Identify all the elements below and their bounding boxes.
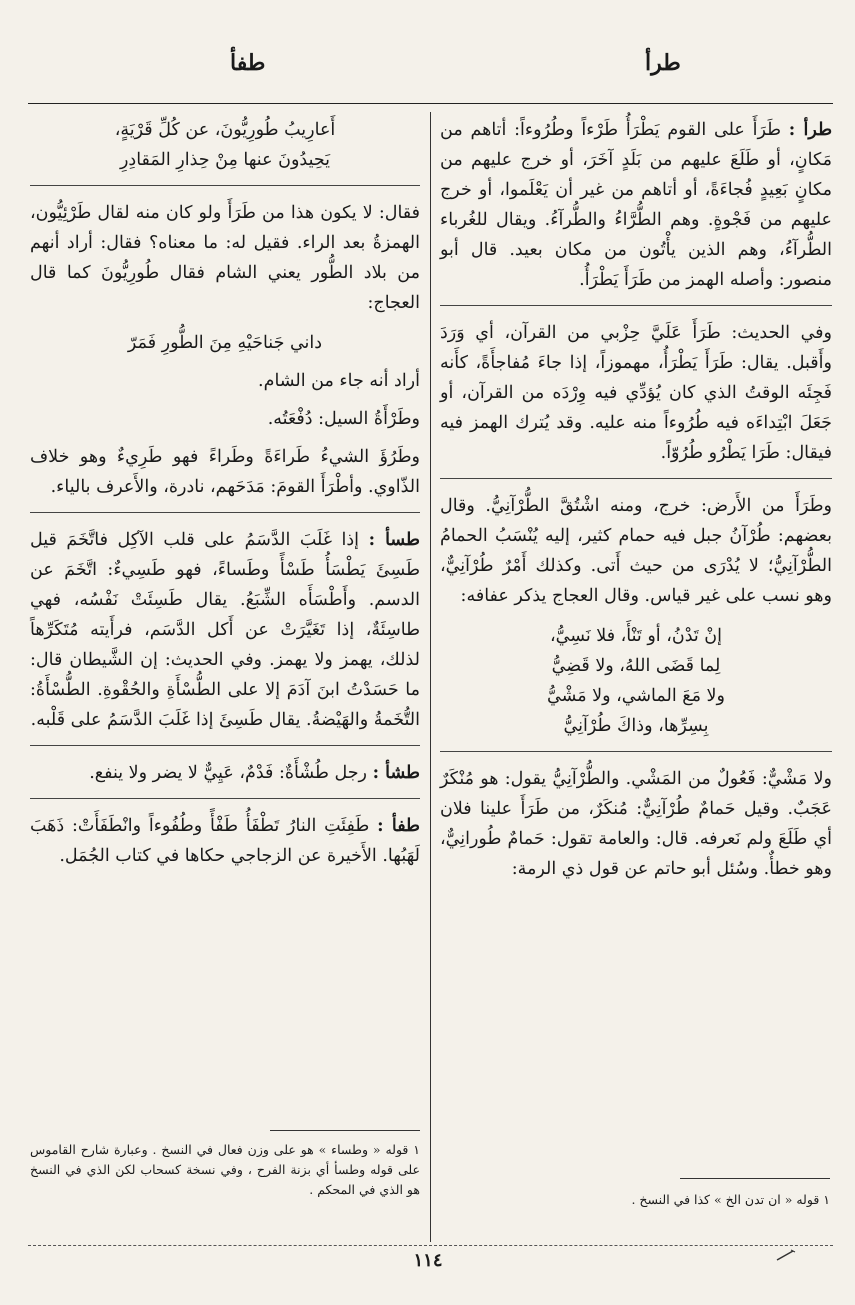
paragraph-separator xyxy=(440,478,832,479)
verse-line: داني جَناحَيْهِ مِنَ الطُّورِ فَمَرّ xyxy=(127,333,323,353)
entry-tafa xyxy=(30,811,420,871)
header-right-word: طرأ xyxy=(645,50,681,76)
verse-line: أَعارِيبُ طُورِيُّونَ، عن كُلِّ قَرْيَةٍ، xyxy=(114,120,336,140)
entry-tasa-body: إذا غَلَبَ الدَّسَمُ على قلب الآكِل فاتَّخَمَ قيل طَسِئَ يَطْسَأُ طَسْأً وطَساءً، فهو طَسِيءٌ: اتَّخَمَ عن الدسم. وأَطْسَأَه الشِّبَعُ. يقال طَسِئَتْ نَفْسُه، فهي طاسِئَةٌ، إذا تَغَيَّرَتْ عن أَكل الدَّسَم، فرأَيته مُتَكَرِّهاً لذلك، يهمز ولا يهمز. وفي الحديث: إن الشَّيطان قال: ما حَسَدْتُ ابنَ آدَمَ إلا على الطُّسْأَةِ والحُقْوةِ. الطُّسْأَةُ: التُّخَمةُ والهَيْضةُ. يقال طَسِئَ إذا غَلَبَ الدَّسَمُ على قَلْبه. xyxy=(30,530,421,730)
paragraph-hadith: وفي الحديث: طَرَأَ عَلَيَّ حِزْبي من القرآن، أي وَرَدَ وأَقبل. يقال: طَرَأَ يَطْرَأُ، مهموزاً، إذا جاءَ مُفاجأَةً، كأَنه فَجِئَه الوقتُ الذي كان يُؤدِّي فيه وِرْدَه من القرآن، أو جَعَلَ ابْتِداءَه فيه طُرُوءاً منه عليه. وقد يُترك الهمز فيه فيقال: طَرَا يَطْرُو طُرُوّاً. xyxy=(440,323,832,463)
paragraph-separator xyxy=(30,185,420,186)
headword-tasha: طشأ : xyxy=(372,763,420,783)
headword-tara: طرأ : xyxy=(788,120,832,140)
header-left-word: طفأ xyxy=(230,50,266,76)
footnote-left: ١ قوله « وطساء » هو على وزن فعال في النسخ . وعبارة شارح القاموس على قوله وطسأ أي بزنة الفرح ، وفي نسخة كسحاب لكن الذي في النسخ هو الذي في المحكم . xyxy=(30,1142,420,1197)
column-divider xyxy=(430,112,431,1242)
paragraph-separator xyxy=(440,751,832,752)
verse-ajjaj xyxy=(440,621,832,741)
paragraph-separator xyxy=(30,512,420,513)
headword-tasa: طسأ : xyxy=(368,530,420,550)
running-header xyxy=(30,50,830,90)
right-column xyxy=(440,115,832,892)
verse-line: لِما قَضَى اللهُ، ولا قَضِيُّ xyxy=(551,656,721,676)
paragraph-turani: وطَرَأَ من الأَرض: خرج، ومنه اشْتُقَّ الطُّرْآنِيُّ. وقال بعضهم: طُرْآنُ جبل فيه حمام كثير، إليه يُنْسَبُ الحمامُ الطُّرْآنِيُّ؛ لا يُدْرَى من حيث أَتى. وكذلك أَمْرٌ طُرْآنِيٌّ، وهو نسب على غير قياس. وقال العجاج يذكر عفافه: xyxy=(440,496,832,606)
paragraph-tariy: وطَرُؤَ الشيءُ طَراءَةً وطَراءً فهو طَرِيءٌ وهو خلاف الذّاوي. وأطْرَأَ القومَ: مَدَحَهم، نادرة، والأَعرف بالياء. xyxy=(30,447,420,497)
entry-tasa xyxy=(30,525,420,735)
verse-line: إنْ تَدْنُ، أو تَنْأَ، فلا نَسِيُّ، xyxy=(549,626,723,646)
footer-rule xyxy=(28,1245,833,1246)
left-column xyxy=(30,115,420,879)
footnote-rule-right xyxy=(680,1178,830,1179)
entry-tafa-body: طَفِئَتِ النارُ تَطْفَأُ طَفْأً وطُفُوءاً وانْطَفَأَتْ: ذَهَبَ لَهَبُها. الأَخيرة عن الزجاجي حكاها في كتاب الجُمَل. xyxy=(30,816,420,866)
paragraph-sham: أراد أنه جاء من الشام. xyxy=(258,371,420,391)
header-rule xyxy=(28,103,833,104)
entry-tara-body: طَرَأَ على القوم يَطْرَأُ طَرْءاً وطُرُوءاً: أتاهم من مَكانٍ، أو طَلَعَ عليهم من بَلَدٍ آخَرَ، أو خرج عليهم من مكانٍ بَعِيدٍ فُجاءَةً، أو أتاهم من غير أن يَعْلَموا، أو خرج عليهم من فَجْوةٍ. وهم الطُّرَّاءُ والطُّرآءُ. ويقال للغُرباء الطُّرآءُ، وهم الذين يأْتُون من مكان بعيد. قال أبو منصور: وأصله الهمز من طَرَأَ يَطْرَأُ. xyxy=(440,120,832,290)
entry-tasha-body: رجل طُشْأَةٌ: فَدْمٌ، عَيِيٌّ لا يضر ولا ينفع. xyxy=(89,763,367,783)
verse-line: يَحِيدُونَ عنها مِنْ حِذارِ المَقادِرِ xyxy=(119,150,331,170)
pen-mark-icon xyxy=(775,1248,797,1262)
entry-tara xyxy=(440,115,832,295)
headword-tafa: طفأ : xyxy=(377,816,420,836)
paragraph-abu-hatim: فقال: لا يكون هذا من طَرَأَ ولو كان منه لقال طَرْئِيُّون، الهمزةُ بعد الراء. فقيل له: ما معناه؟ فقال: أراد أنهم من بلاد الطُّور يعني الشام فقال طُورِيُّونَ كما قال العجاج: xyxy=(30,203,420,313)
verse-dhu-rumma xyxy=(30,115,420,175)
verse-line: بِسِرِّها، وذاكَ طُرْآنِيُّ xyxy=(563,716,709,736)
footnote-right: ١ قوله « ان تدن الخ » كذا في النسخ . xyxy=(631,1192,830,1207)
verse-ajjaj-2 xyxy=(30,328,420,358)
footnote-rule-left xyxy=(270,1130,420,1131)
paragraph-mashiy: ولا مَشْيٌّ: فَعُولٌ من المَشْي. والطُّرْآنِيُّ يقول: هو مُنْكَرٌ عَجَبٌ. وقيل حَمامٌ طُرْآنِيٌّ: مُنكَرٌ، من طَرَأَ علينا فلان أي طَلَعَ ولم نَعرفه. قال: والعامة تقول: حَمامٌ طُورانِيٌّ، وهو خطأٌ. وسُئل أبو حاتم عن قول ذي الرمة: xyxy=(440,769,832,879)
page-number: ١١٤ xyxy=(413,1250,443,1271)
verse-line: ولا مَعَ الماشي، ولا مَشْيُّ xyxy=(547,686,725,706)
paragraph-separator xyxy=(30,798,420,799)
paragraph-separator xyxy=(440,305,832,306)
paragraph-sayl: وطَرْأَةُ السيل: دُفْعَتُه. xyxy=(267,409,420,429)
entry-tasha xyxy=(30,758,420,788)
paragraph-separator xyxy=(30,745,420,746)
